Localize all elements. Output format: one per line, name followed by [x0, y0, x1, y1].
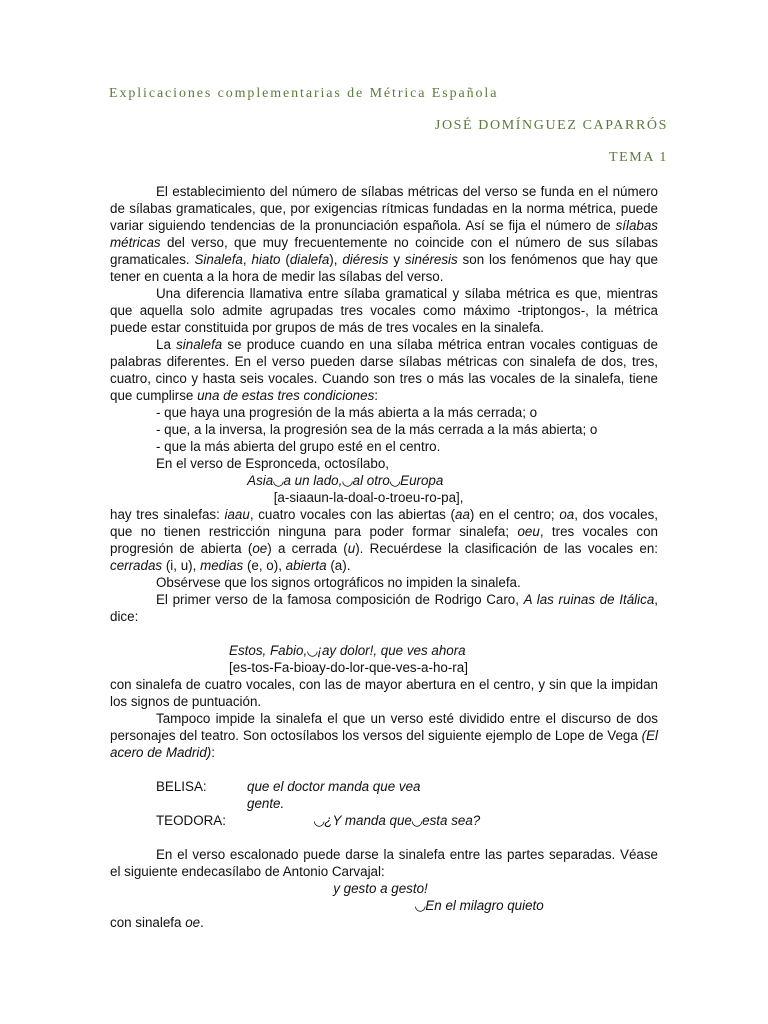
paragraph: Una diferencia llamativa entre sílaba gramatical y sílaba métrica es que, mientras que aquella solo admite agrupadas tres vocales como máximo -triptongos-, la métrica puede estar constituida por grupos de más de tres vocales en la sinalefa.	[110, 286, 658, 335]
dialogue-row	[110, 812, 658, 829]
paragraph: En el verso escalonado puede darse la sinalefa entre las partes separadas. Véase el siguiente endecasílabo de Antonio Carvajal:	[110, 847, 658, 879]
speaker-name: BELISA:	[156, 779, 207, 794]
spacer	[110, 625, 658, 642]
verse-line: Asia◡a un lado,◡al otro◡Europa	[110, 473, 444, 488]
document-title: Explicaciones complementarias de Métrica Española	[109, 86, 499, 101]
spacer	[110, 761, 658, 778]
paragraph: El establecimiento del número de sílabas métricas del verso se funda en el número de sílabas gramaticales, que, por exigencias rítmicas fundadas en la norma métrica, puede variar siguiendo tendencias de la pronunciación española. Así se fija el número de sílabas métricas del verso, que muy frecuentemente no coincide con el número de sus sílabas gramaticales. Sinalefa, hiato (dialefa), diéresis y sinéresis son los fenómenos que hay que tener en cuenta a la hora de medir las sílabas del verso.	[110, 184, 659, 284]
verse-line: y gesto a gesto!	[110, 881, 428, 896]
paragraph: Tampoco impide la sinalefa el que un verso esté dividido entre el discurso de dos personajes del teatro. Son octosílabos los versos del siguiente ejemplo de Lope de Vega (El acero de Madrid):	[110, 711, 658, 760]
paragraph: con sinalefa de cuatro vocales, con las de mayor abertura en el centro, y sin que la impidan los signos de puntuación.	[110, 677, 658, 709]
dialogue-row	[110, 778, 658, 795]
paragraph: El primer verso de la famosa composición de Rodrigo Caro, A las ruinas de Itálica, dice:	[110, 592, 659, 624]
verse-scansion: [a-siaaun-la-doal-o-troeu-ro-pa],	[110, 490, 464, 505]
spacer	[110, 829, 658, 846]
list-item: - que haya una progresión de la más abierta a la más cerrada; o	[156, 405, 538, 420]
dialogue-line: gente.	[247, 796, 285, 811]
verse-line: ◡En el milagro quieto	[110, 898, 544, 913]
paragraph: La sinalefa se produce cuando en una sílaba métrica entran vocales contiguas de palabras diferentes. En el verso pueden darse sílabas métricas con sinalefa de dos, tres, cuatro, cinco y hasta seis vocales. Cuando son tres o más las vocales de la sinalefa, tiene que cumplirse una de estas tres condiciones:	[110, 337, 659, 403]
verse-scansion: [es-tos-Fa-bioay-do-lor-que-ves-a-ho-ra]	[110, 660, 468, 675]
paragraph: con sinalefa oe.	[110, 915, 204, 930]
speaker-name: TEODORA:	[156, 813, 226, 828]
list-item: - que la más abierta del grupo esté en el centro.	[156, 439, 441, 454]
paragraph: Obsérvese que los signos ortográficos no impiden la sinalefa.	[156, 575, 521, 590]
list-item: - que, a la inversa, la progresión sea de la más cerrada a la más abierta; o	[156, 422, 598, 437]
speaker-name	[156, 795, 247, 812]
verse-line: Estos, Fabio,◡¡ay dolor!, que ves ahora	[110, 643, 466, 658]
document-section: TEMA 1	[609, 150, 668, 165]
paragraph: hay tres sinalefas: iaau, cuatro vocales con las abiertas (aa) en el centro; oa, dos vocales, que no tienen restricción ninguna para poder formar sinalefa; oeu, tres vocales con progresión de abierta (oe) a cerrada (u). Recuérdese la clasificación de las vocales en: cerradas (i, u), medias (e, o), abierta (a).	[110, 507, 658, 573]
dialogue-row	[110, 795, 658, 812]
dialogue-line: que el doctor manda que vea	[247, 779, 421, 794]
document-body	[110, 183, 658, 931]
paragraph: En el verso de Espronceda, octosílabo,	[156, 456, 389, 471]
document-author: JOSÉ DOMÍNGUEZ CAPARRÓS	[434, 118, 668, 133]
dialogue-line: ◡¿Y manda que◡esta sea?	[247, 813, 481, 828]
